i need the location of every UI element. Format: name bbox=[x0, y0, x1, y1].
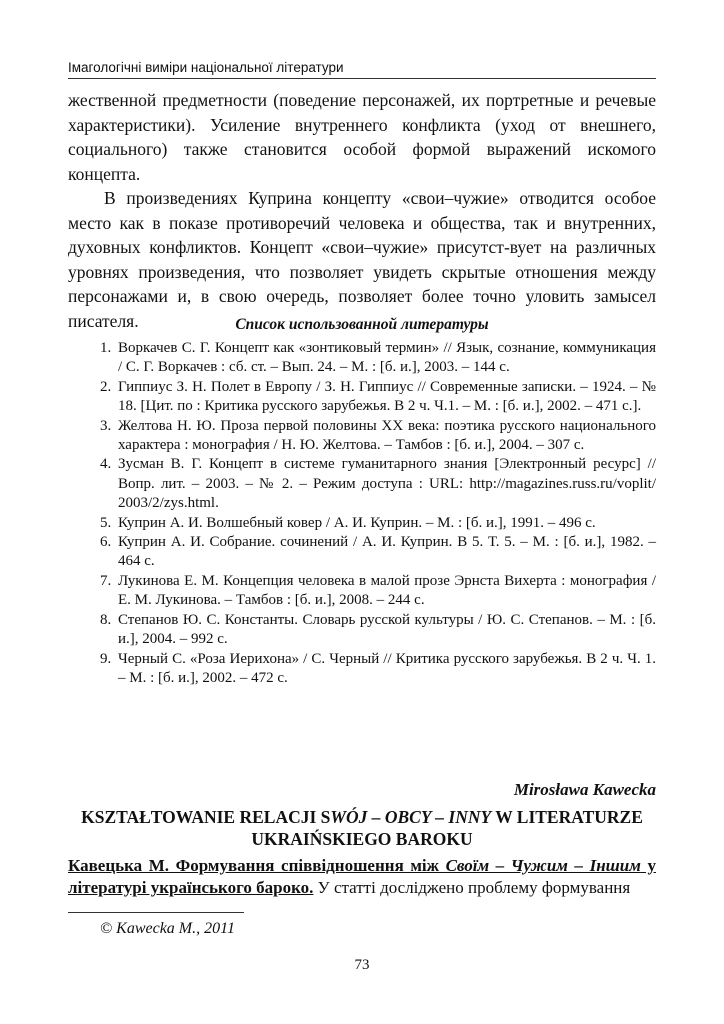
body-text bbox=[68, 88, 656, 333]
article-title: KSZTAŁTOWANIE RELACJI SWÓJ – OBCY – INNY W LITERATURZE UKRAIŃSKIEGO BAROKU bbox=[81, 807, 643, 849]
paragraph: жественной предметности (поведение персонажей, их портретные и речевые характеристики). Усиление внутреннего конфликта (уход от внешнего, социального) также становится особой формой выражений искомого концепта. bbox=[68, 90, 656, 184]
paragraph: В произведениях Куприна концепту «свои–чужие» отводится особое место как в показе противоречий человека и общества, так и внутренних, духовных конфликтов. Концепт «свои–чужие» присутст-вует на различных уровнях произведения, что позволяет увидеть скрытые отношения между персонажами и, в свою очередь, позволяет более точно уловить замысел писателя. bbox=[68, 188, 656, 331]
footnote-rule bbox=[68, 912, 244, 913]
article-author: Mirosława Kawecka bbox=[513, 780, 656, 799]
reference-item: 2. Гиппиус З. Н. Полет в Европу / З. Н. Гиппиус // Современные записки. – 1924. – № 18. [Цит. по : Критика русского зарубежья. В 2 ч. Ч.1. – М. : [б. и.], 2002. – 471 с.]. bbox=[100, 378, 656, 415]
reference-item: 8. Степанов Ю. С. Константы. Словарь русской культуры / Ю. С. Степанов. – М. : [б. и.], 2004. – 992 с. bbox=[100, 611, 656, 648]
references-title: Список использованной литературы bbox=[235, 316, 489, 333]
abstract bbox=[68, 855, 656, 899]
page-number: 73 bbox=[354, 957, 370, 973]
copyright-note: © Kawecka M., 2011 bbox=[100, 920, 235, 937]
reference-item: 5. Куприн А. И. Волшебный ковер / А. И. Куприн. – М. : [б. и.], 1991. – 496 с. bbox=[100, 514, 596, 531]
reference-item: 9. Черный С. «Роза Иерихона» / С. Черный // Критика русского зарубежья. В 2 ч. Ч. 1. – М. : [б. и.], 2002. – 472 с. bbox=[100, 650, 656, 686]
reference-item: 4. Зусман В. Г. Концепт в системе гуманитарного знания [Электронный ресурс] // Вопр. лит. – 2003. – № 2. – Режим доступа : URL: http://magazines.russ.ru/voplit/ 2003/2/zys.html. bbox=[100, 456, 656, 512]
abstract-heading: Кавецька М. Формування співвідношення між Своїм – Чужим – Іншим у літературі українського бароко. bbox=[68, 856, 657, 897]
reference-item: 7. Лукинова Е. М. Концепция человека в малой прозе Эрнста Вихерта : монография / Е. М. Лукинова. – Тамбов : [б. и.], 2008. – 244 с. bbox=[100, 572, 656, 609]
reference-item: 1. Воркачев С. Г. Концепт как «зонтиковый термин» // Язык, сознание, коммуникация / С. Г. Воркачев : сб. ст. – Вып. 24. – М. : [б. и.], 2003. – 144 с. bbox=[100, 340, 656, 376]
running-header bbox=[68, 60, 656, 79]
abstract-text: У статті досліджено проблему формування bbox=[313, 878, 631, 897]
reference-item: 3. Желтова Н. Ю. Проза первой половины XX века: поэтика русского национального характера : монография / Н. Ю. Желтова. – Тамбов : [б. и.], 2004. – 307 с. bbox=[100, 417, 656, 454]
reference-item: 6. Куприн А. И. Собрание. сочинений / А. И. Куприн. В 5. Т. 5. – М. : [б. и.], 1982. – 464 с. bbox=[100, 534, 656, 570]
references-list bbox=[100, 339, 656, 688]
running-title: Імагологічні виміри національної літератури bbox=[68, 60, 344, 75]
